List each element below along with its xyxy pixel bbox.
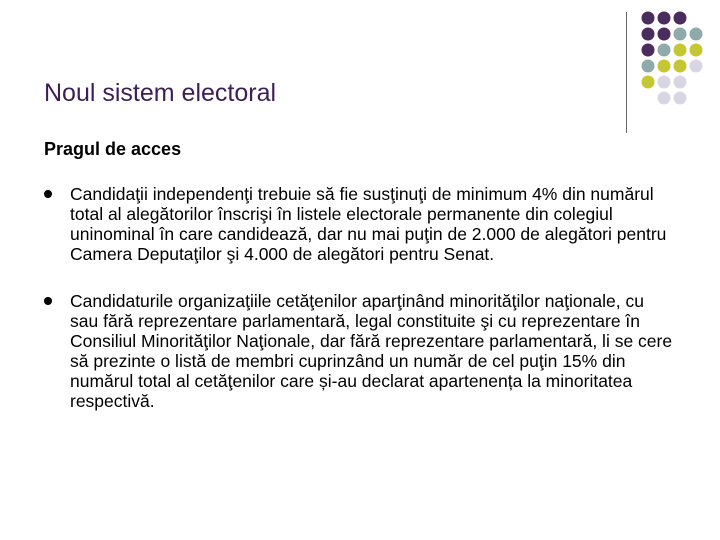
decorative-dot <box>658 44 671 57</box>
decorative-dot <box>658 28 671 41</box>
decorative-dot <box>674 60 687 73</box>
decorative-dot <box>642 44 655 57</box>
decorative-dot <box>690 28 703 41</box>
bullet-text: Candidaturile organizaţiile cetăţenilor aparţinând minorităţilor naţionale, cu sau fără reprezentare parlamentară, legal constituite şi cu reprezentare în Consiliul Minorităţilor Naţionale, dar fără reprezentare parlamentară, li se cere să prezinte o listă de membri cuprinzând un număr de cel puţin 15% din numărul total al cetăţenilor care și-au declarat apartenența la minoritatea respectivă. <box>70 291 673 411</box>
bullet-list <box>44 184 674 438</box>
decorative-dot <box>642 28 655 41</box>
decorative-dot <box>674 44 687 57</box>
decorative-dot <box>658 60 671 73</box>
decorative-dot <box>642 76 655 89</box>
decorative-dot <box>642 12 655 25</box>
decorative-dot-grid <box>0 0 720 140</box>
bullet-dot-icon <box>44 297 52 305</box>
decorative-dot <box>674 28 687 41</box>
decorative-dot <box>658 12 671 25</box>
bullet-item <box>44 184 674 264</box>
decorative-dot <box>690 44 703 57</box>
slide-title: Noul sistem electoral <box>44 79 277 107</box>
decorative-dot <box>658 92 671 105</box>
bullet-item <box>44 291 674 411</box>
decorative-dot <box>690 60 703 73</box>
decorative-dot <box>674 76 687 89</box>
decorative-dot <box>674 12 687 25</box>
bullet-dot-icon <box>44 190 52 198</box>
decorative-dot <box>642 60 655 73</box>
bullet-text: Candidaţii independenţi trebuie să fie susţinuţi de minimum 4% din numărul total al alegătorilor înscrişi în listele electorale permanente din colegiul uninominal în care candidează, dar nu mai puţin de 2.000 de alegători pentru Camera Deputaţilor şi 4.000 de alegători pentru Senat. <box>70 184 667 264</box>
decorative-dot <box>674 92 687 105</box>
slide-subtitle: Pragul de acces <box>44 139 182 159</box>
decorative-dot <box>658 76 671 89</box>
